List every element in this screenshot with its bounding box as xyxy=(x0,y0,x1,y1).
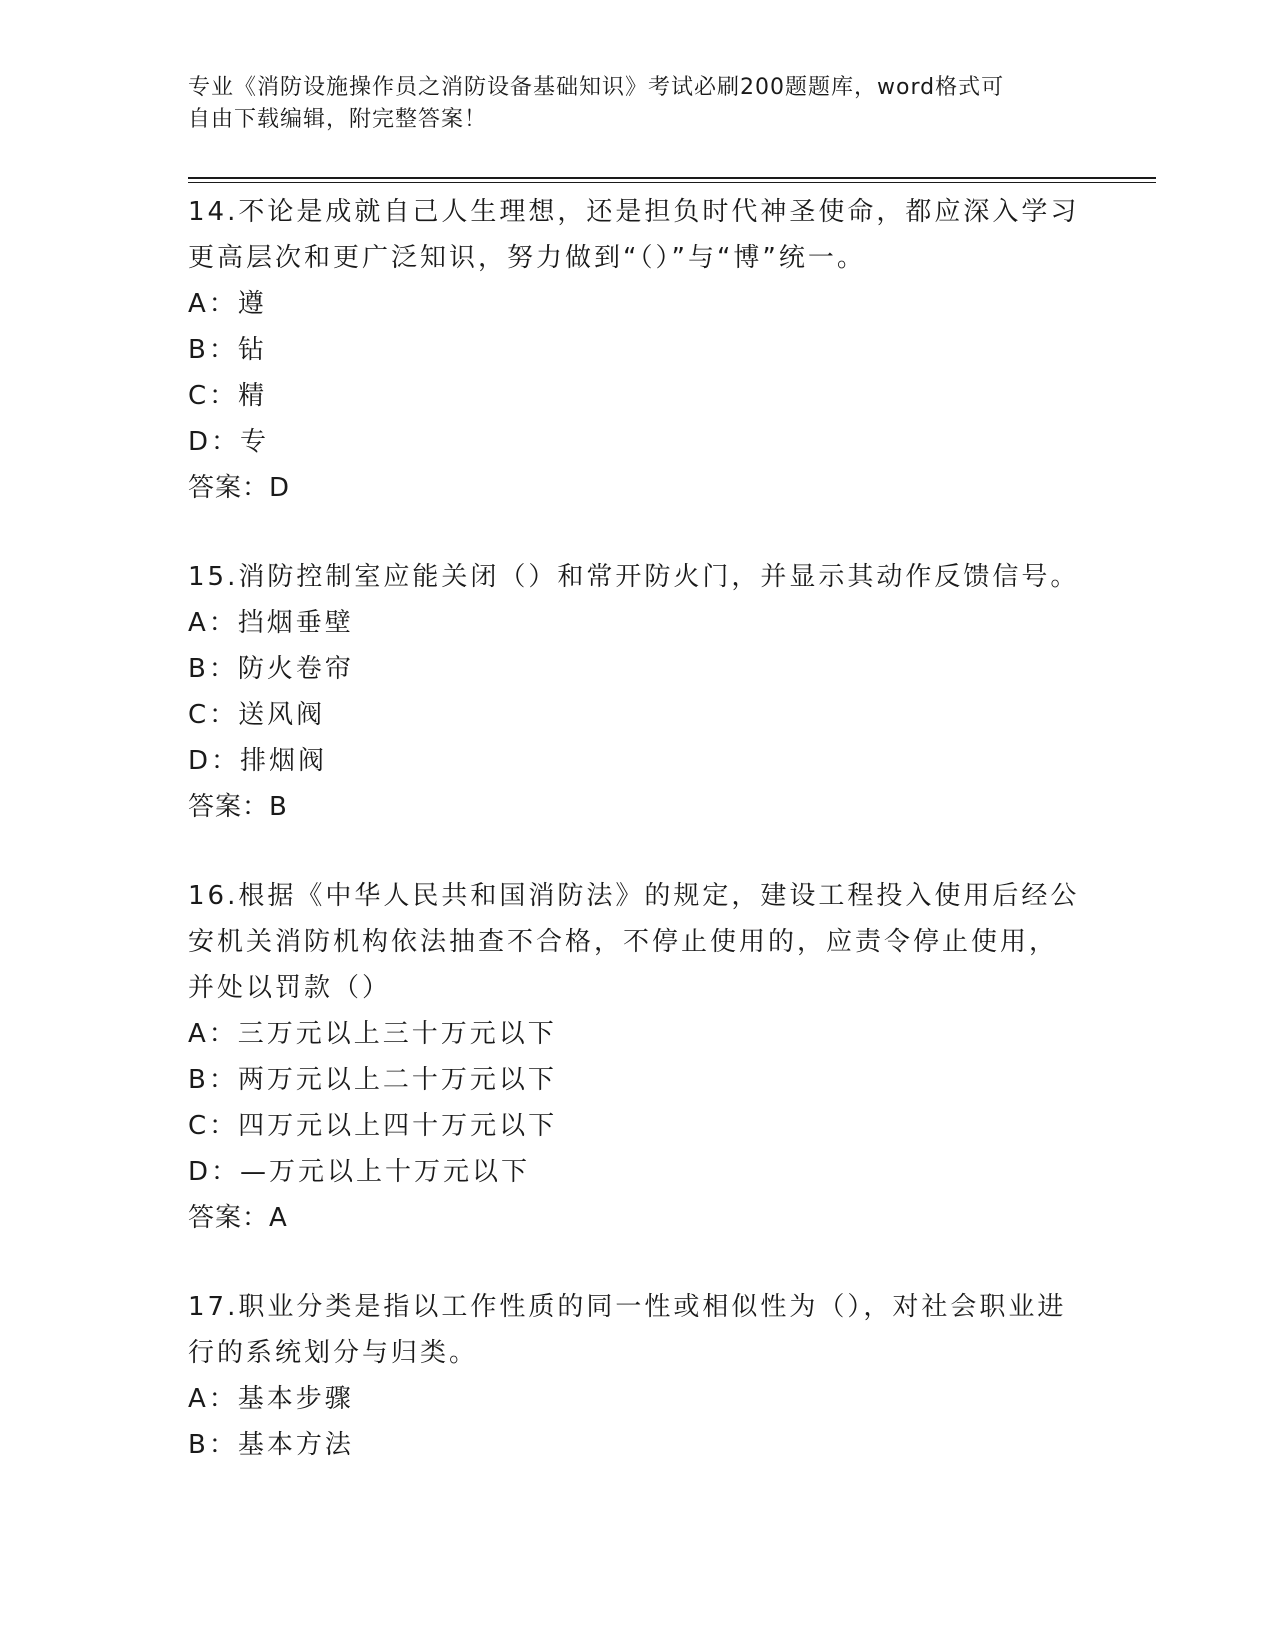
question-14 xyxy=(188,189,1088,511)
document-header xyxy=(188,72,1088,136)
question-stem-line: 并处以罚款（） xyxy=(188,973,392,1003)
option-b: B：防火卷帘 xyxy=(188,654,354,684)
option-c: C：送风阀 xyxy=(188,700,326,730)
option-a: A：基本步骤 xyxy=(188,1384,354,1414)
question-stem-line: 行的系统划分与归类。 xyxy=(188,1338,479,1368)
question-stem-line: 14.不论是成就自己人生理想，还是担负时代神圣使命，都应深入学习 xyxy=(188,197,1080,227)
option-a: A：遵 xyxy=(188,289,267,319)
option-d: D：排烟阀 xyxy=(188,746,328,776)
option-a: A：三万元以上三十万元以下 xyxy=(188,1019,557,1049)
option-a: A：挡烟垂壁 xyxy=(188,608,354,638)
question-stem-line: 17.职业分类是指以工作性质的同一性或相似性为（），对社会职业进 xyxy=(188,1292,1067,1322)
question-stem-line: 15.消防控制室应能关闭（）和常开防火门，并显示其动作反馈信号。 xyxy=(188,562,1080,592)
option-d: D：—万元以上十万元以下 xyxy=(188,1157,531,1187)
option-c: C：四万元以上四十万元以下 xyxy=(188,1111,558,1141)
question-stem-line: 16.根据《中华人民共和国消防法》的规定，建设工程投入使用后经公 xyxy=(188,881,1080,911)
question-15 xyxy=(188,554,1088,830)
question-17 xyxy=(188,1284,1088,1468)
header-line-2: 自由下载编辑，附完整答案！ xyxy=(188,107,488,132)
option-b: B：两万元以上二十万元以下 xyxy=(188,1065,557,1095)
header-divider-thick xyxy=(188,177,1156,179)
option-b: B：钻 xyxy=(188,335,267,365)
option-b: B：基本方法 xyxy=(188,1430,354,1460)
option-d: D：专 xyxy=(188,427,270,457)
question-stem-line: 更高层次和更广泛知识，努力做到“（）”与“博”统一。 xyxy=(188,243,866,273)
question-stem-line: 安机关消防机构依法抽查不合格，不停止使用的，应责令停止使用， xyxy=(188,927,1059,957)
answer-line: 答案：B xyxy=(188,792,288,822)
header-line-1: 专业《消防设施操作员之消防设备基础知识》考试必刷200题题库，word格式可 xyxy=(188,75,1005,100)
question-16 xyxy=(188,873,1088,1241)
answer-line: 答案：D xyxy=(188,473,291,503)
header-divider-thin xyxy=(188,182,1156,183)
option-c: C：精 xyxy=(188,381,268,411)
answer-line: 答案：A xyxy=(188,1203,288,1233)
